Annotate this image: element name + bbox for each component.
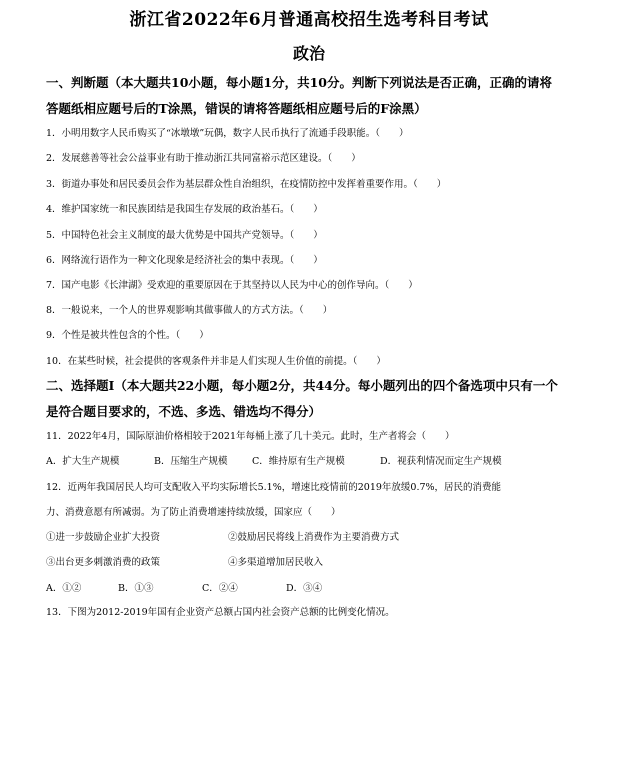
judgment-item-4: 4．维护国家统一和民族团结是我国生存发展的政治基石。（ ） (46, 204, 323, 215)
question-11-stem: 11．2022年4月，国际原油价格相较于2021年每桶上涨了几十美元。此时，生产者将会（ ） (46, 431, 455, 442)
question-12-option-c: C．②④ (202, 583, 238, 594)
question-11-option-c: C．维持原有生产规模 (252, 456, 345, 467)
section1-heading-line1: 一、判断题（本大题共10小题，每小题1分，共10分。判断下列说法是否正确，正确的请将 (46, 75, 552, 90)
question-12-statement-2: ②鼓励居民将线上消费作为主要消费方式 (228, 532, 400, 543)
question-12-option-b: B．①③ (118, 583, 154, 594)
section1-heading-line2: 答题纸相应题号后的T涂黑，错误的请将答题纸相应题号后的F涂黑） (46, 101, 427, 116)
question-11-option-d: D．视获利情况而定生产规模 (380, 456, 502, 467)
question-12-option-a: A．①② (46, 583, 82, 594)
question-12-option-d: D．③④ (286, 583, 323, 594)
section2-heading-line1: 二、选择题Ⅰ（本大题共22小题，每小题2分，共44分。每小题列出的四个备选项中只有一个 (46, 378, 558, 393)
question-12-statement-3: ③出台更多刺激消费的政策 (46, 557, 161, 568)
judgment-item-1: 1．小明用数字人民币购买了“冰墩墩”玩偶，数字人民币执行了流通手段职能。（ ） (46, 128, 409, 139)
judgment-item-5: 5．中国特色社会主义制度的最大优势是中国共产党领导。（ ） (46, 230, 323, 241)
question-12-statement-4: ④多渠道增加居民收入 (228, 557, 324, 568)
judgment-item-3: 3．街道办事处和居民委员会作为基层群众性自治组织，在疫情防控中发挥着重要作用。（ ） (46, 179, 447, 190)
section2-heading-line2: 是符合题目要求的，不选、多选、错选均不得分） (46, 404, 322, 419)
question-11-option-a: A．扩大生产规模 (46, 456, 120, 467)
question-11-option-b: B．压缩生产规模 (154, 456, 228, 467)
question-12-stem-line1: 12．近两年我国居民人均可支配收入平均实际增长5.1%，增速比疫情前的2019年放缓0.7%，居民的消费能 (46, 482, 502, 493)
judgment-item-8: 8．一般说来，一个人的世界观影响其做事做人的方式方法。（ ） (46, 305, 333, 316)
question-13-stem: 13．下图为2012-2019年国有企业资产总额占国内社会资产总额的比例变化情况。 (46, 607, 395, 618)
question-12-statement-1: ①进一步鼓励企业扩大投资 (46, 532, 161, 543)
judgment-item-2: 2．发展慈善等社会公益事业有助于推动浙江共同富裕示范区建设。（ ） (46, 153, 361, 164)
exam-title: 浙江省2022年6月普通高校招生选考科目考试 (129, 10, 489, 30)
judgment-item-10: 10．在某些时候，社会提供的客观条件并非是人们实现人生价值的前提。（ ） (46, 356, 386, 367)
judgment-item-6: 6．网络流行语作为一种文化现象是经济社会的集中表现。（ ） (46, 255, 323, 266)
judgment-item-9: 9．个性是被共性包含的个性。（ ） (46, 330, 209, 341)
exam-subject: 政治 (292, 44, 325, 63)
question-12-stem-line2: 力、消费意愿有所减弱。为了防止消费增速持续放缓，国家应（ ） (46, 507, 341, 518)
judgment-item-7: 7．国产电影《长津湖》受欢迎的重要原因在于其坚持以人民为中心的创作导向。（ ） (46, 280, 418, 291)
